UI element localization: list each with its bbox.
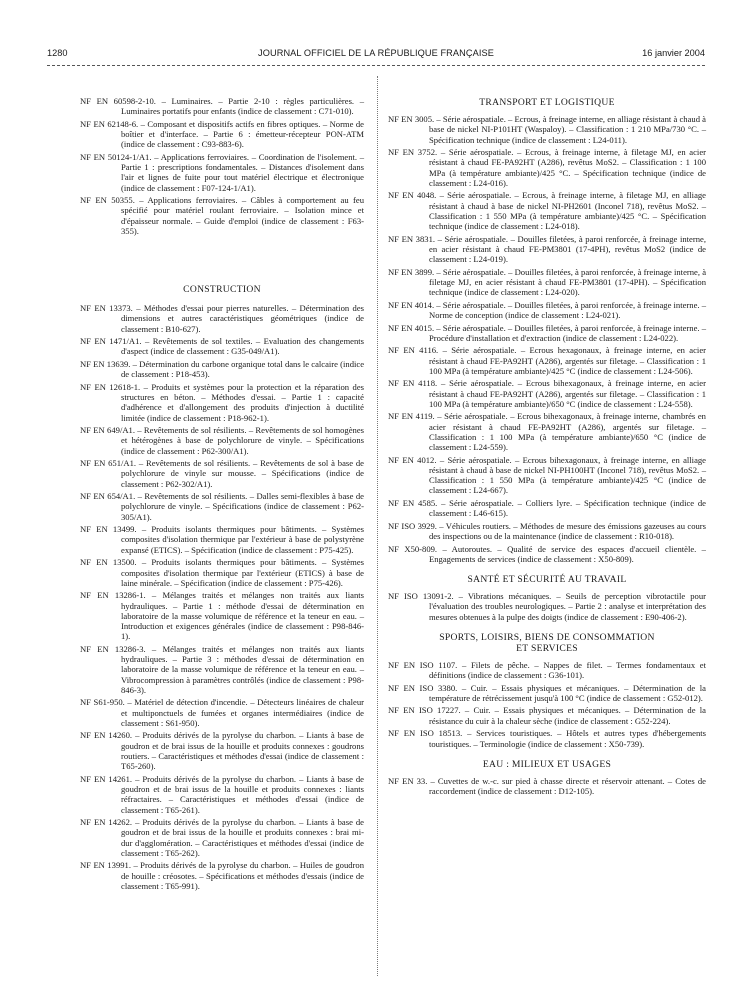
standard-entry: [388, 267, 706, 298]
section-title-sports-line2: ET SERVICES: [516, 642, 578, 654]
standard-entry: [80, 774, 364, 815]
standard-reference: NF EN 1471/A1.: [80, 336, 142, 347]
standard-entry: [80, 730, 364, 771]
standard-reference: NF EN ISO 3380.: [388, 682, 458, 693]
standard-reference: NF EN 50124-1/A1.: [80, 151, 152, 162]
standard-description: – Applications ferroviaires. – Coordination de l'isolement. – Partie 1 : prescriptions fondamentales. – Distances d'isolement dans l'air et lignes de fuite pour tout matériel électrique et électronique (indice de classement : F07-124-1/A1).: [121, 151, 365, 193]
column-divider: [377, 76, 378, 976]
standard-reference: NF EN 13286-1.: [80, 590, 146, 601]
standard-description: – Mélanges traités et mélanges non traités aux liants hydrauliques. – Partie 3 : méthodes d'essai de détermination en laboratoire de la masse volumique de référence et la teneur en eau. – Vibrocompression à paramètres contrôlés (indice de classement : P98-846-3).: [121, 643, 364, 695]
standard-reference: NF EN 50355.: [80, 195, 135, 206]
standard-description: – Revêtements de sol résilients. – Revêtements de sol homogènes et hétérogènes à base de polychlorure de vinyle. – Spécifications (indice de classement : P62-300/A1).: [121, 425, 364, 456]
standard-description: – Cuir. – Essais physiques et mécaniques. – Détermination de la température de rétrécissement jusqu'à 100 °C (indice de classement : G52-012).: [429, 682, 706, 703]
standard-description: – Filets de pêche. – Nappes de filet. – Termes fondamentaux et définitions (indice de classement : G36-101).: [429, 659, 706, 681]
standard-entry: [388, 521, 706, 542]
standard-entry: [80, 152, 364, 193]
standard-entry: [388, 591, 706, 622]
standard-entry: [388, 728, 706, 749]
standard-description: – Série aérospatiale. – Colliers lyre. – Spécification technique (indice de classement : L46-615).: [429, 498, 706, 519]
transport-entries: [388, 114, 706, 564]
standard-entry: [388, 234, 706, 265]
standard-entry: [388, 114, 706, 145]
standard-description: – Série aérospatiale. – Douilles filetées, à paroi renforcée, à freinage interne, en acier résistant à chaud FE-PM3801 (17-4PH), revêtus MoS2 (indice de classement : L24-019).: [429, 233, 706, 265]
standard-entry: [388, 705, 706, 726]
standard-entry: [388, 147, 706, 188]
standard-reference: NF EN 4012.: [388, 454, 437, 465]
standard-reference: NF EN 3899.: [388, 266, 435, 277]
standard-reference: NF EN 654/A1.: [80, 491, 136, 502]
standard-reference: NF EN 4014.: [388, 299, 435, 310]
standard-description: – Série aérospatiale. – Ecrous bihexagonaux, à freinage interne, chambrés en acier résistant à chaud FE-PA92HT (A286), argentés sur filetage. – Classification : 1 100 MPa (à température ambiante)/650 °C (indice de classement : L24-559).: [429, 411, 706, 453]
standard-reference: NF EN ISO 1107.: [388, 659, 458, 670]
standard-entry: [80, 860, 364, 891]
standard-entry: [80, 96, 364, 117]
standard-description: – Méthodes d'essai pour pierres naturelles. – Détermination des dimensions et autres caractéristiques géométriques (indice de classement : B10-627).: [121, 303, 364, 334]
standard-reference: NF EN ISO 18513.: [388, 728, 463, 739]
standard-description: – Série aérospatiale. – Ecrous, à freinage interne, en alliage résistant à chaud à base de nickel NI-P101HT (Waspaloy). – Classification : 1 210 MPa/730 °C. – Spécification technique (indice de classement : L24-011).: [429, 114, 706, 145]
section-title-construction: CONSTRUCTION: [183, 284, 261, 296]
standard-description: – Cuir. – Essais physiques et mécaniques. – Détermination de la résistance du cuir à la chaleur sèche (indice de classement : G52-224).: [429, 705, 706, 726]
standard-reference: NF S61-950.: [80, 697, 125, 708]
standard-reference: NF EN 60598-2-10.: [80, 96, 156, 106]
standard-reference: NF EN 4116.: [388, 345, 439, 356]
standard-entry: [80, 195, 364, 236]
sports-entries: [388, 660, 706, 749]
standard-description: – Revêtements de sol résilients. – Revêtements de sol à base de polychlorure de vinyle sur mousse. – Spécifications (indice de classement : P62-302/A1).: [121, 458, 364, 489]
standard-description: – Série aérospatiale. – Ecrous hexagonaux, à freinage interne, en acier résistant à chaud FE-PA92HT (A286), argentés sur filetage. – Classification : 1 100 MPa (à température ambiante)/425 °C (indice de classement : L24-506).: [429, 345, 706, 376]
standard-description: – Composant et dispositifs actifs en fibres optiques. – Norme de boîtier et d'interface. – Partie 6 : émetteur-récepteur PON-ATM (indice de classement : C93-883-6).: [121, 118, 365, 150]
standard-reference: NF EN 14260.: [80, 730, 133, 741]
standard-reference: NF EN 4015.: [388, 322, 435, 333]
standard-reference: NF EN 4118.: [388, 378, 438, 389]
standard-entry: [388, 776, 706, 797]
standard-description: – Produits isolants thermiques pour bâtiments. – Systèmes composites d'isolation thermique par l'extérieur à base de polystyrène expansé (ETICS). – Spécification (indice de classement : P75-425).: [121, 524, 364, 555]
standard-reference: NF EN 651/A1.: [80, 458, 137, 469]
standard-reference: NF EN 4048.: [388, 190, 437, 201]
standard-entry: [80, 557, 364, 588]
standard-entry: [80, 458, 364, 489]
standard-description: – Revêtements de sol textiles. – Evaluation des changements d'aspect (indice de classement : G35-049/A1).: [121, 336, 365, 357]
standard-description: – Série aérospatiale. – Ecrous, à freinage interne, à filetage MJ, en acier résistant à chaud FE-PA92HT (A286), revêtus MoS2. – Classification : 1 100 MPa (à température ambiante)/425 °C. – Spécification technique (indice de classement : L24-016).: [429, 147, 706, 188]
page-number: 1280: [47, 48, 68, 58]
standard-reference: NF EN 4585.: [388, 498, 438, 509]
standard-entry: [80, 590, 364, 641]
standard-description: – Produits dérivés de la pyrolyse du charbon. – Liants à base de goudron et de brai issus de la houille et produits connexes : liants réfractaires. – Caractéristiques et méthodes d'essai (indice de classement : T65-261).: [121, 773, 364, 815]
standard-entry: [388, 411, 706, 452]
page-header: [47, 48, 705, 64]
standard-reference: NF EN 13991.: [80, 860, 131, 871]
standard-description: – Revêtements de sol résilients. – Dalles semi-flexibles à base de polychlorure de vinyle. – Spécifications (indice de classement : P62-305/A1).: [121, 491, 364, 522]
standard-description: – Produits dérivés de la pyrolyse du charbon. – Liants à base de goudron et de brai issus de la houille et produits connexes : goudrons routiers. – Caractéristiques et méthodes d'essai (indice de classement : T65-260).: [121, 730, 364, 772]
standard-reference: NF EN 13639.: [80, 358, 131, 369]
left-column: [80, 96, 364, 893]
standard-reference: NF EN 13286-3.: [80, 643, 146, 654]
standard-description: – Cuvettes de w.-c. sur pied à chasse directe et réservoir attenant. – Cotes de raccordement (indice de classement : D12-105).: [429, 775, 706, 796]
standard-description: – Produits isolants thermiques pour bâtiments. – Systèmes composites d'isolation thermique par l'extérieur (ETICS) à base de laine minérale. – Spécification (indice de classement : P75-426).: [121, 557, 364, 588]
standard-description: – Série aérospatiale. – Ecrous bihexagonaux, à freinage interne, en alliage résistant à chaud à base de nickel NI-PH100HT (Inconel 718), revêtus MoS2. – Classification : 1 550 MPa (à température ambiante)/425 °C (indice de classement : L24-667).: [429, 454, 706, 496]
issue-date: 16 janvier 2004: [642, 48, 705, 58]
standard-entry: [388, 345, 706, 376]
standard-reference: NF EN 649/A1.: [80, 425, 135, 436]
standard-reference: NF EN 13500.: [80, 557, 137, 568]
standard-entry: [80, 359, 364, 380]
standard-entry: [80, 336, 364, 357]
standard-reference: NF EN ISO 17227.: [388, 705, 461, 716]
standard-entry: [388, 683, 706, 704]
standard-description: – Détermination du carbone organique total dans le calcaire (indice de classement : P18-453).: [121, 358, 365, 380]
standard-reference: NF EN 4119.: [388, 411, 435, 422]
standard-description: – Vibrations mécaniques. – Seuils de perception vibrotactile pour l'évaluation des troubles neurologiques. – Partie 2 : analyse et interprétation des mesures obtenues à la pulpe des doigts (indice de classement : E90-406-2).: [429, 591, 706, 622]
standard-entry: [388, 455, 706, 496]
standard-description: – Produits dérivés de la pyrolyse du charbon. – Huiles de goudron de houille : créosotes. – Spécifications et méthodes d'essais (indice de classement : T65-991).: [121, 860, 364, 891]
section-title-eau: EAU : MILIEUX ET USAGES: [482, 758, 612, 770]
standard-description: – Autoroutes. – Qualité de service des espaces d'accueil clientèle. – Engagements de services (indice de classement : X50-809).: [429, 543, 706, 564]
standard-reference: NF EN 13373.: [80, 303, 133, 314]
standard-reference: NF EN 33.: [388, 775, 428, 786]
standard-description: – Applications ferroviaires. – Câbles à comportement au feu spécifié pour matériel roulant ferroviaire. – Isolation mince et d'épaisseur normale. – Guide d'emploi (indice de classement : F63-355).: [121, 195, 364, 236]
standard-reference: NF EN 62148-6.: [80, 118, 139, 129]
standard-description: – Matériel de détection d'incendie. – Détecteurs linéaires de chaleur et multiponctuels de fumées et organes intermédiaires (indice de classement : S61-950).: [121, 697, 364, 728]
standard-reference: NF EN 3831.: [388, 233, 436, 244]
standard-entry: [80, 817, 364, 858]
standard-reference: NF EN 3752.: [388, 147, 438, 158]
standard-entry: [80, 644, 364, 695]
standard-description: – Série aérospatiale. – Douilles filetées, à paroi renforcée, à freinage interne. – Procédure d'installation et d'extraction (indice de classement : L24-022).: [429, 322, 706, 343]
intro-entries: [80, 96, 364, 236]
standard-description: – Mélanges traités et mélanges non traités aux liants hydrauliques. – Partie 1 : méthode d'essai de détermination en laboratoire de la masse volumique de référence et la teneur en eau. – Introduction et exigences générales (indice de classement : P98-846-1).: [121, 590, 364, 642]
standard-description: – Série aérospatiale. – Douilles filetées, à paroi renforcée, à freinage interne, à filetage MJ, en acier résistant à chaud FE-PM3801 (17-4PH). – Spécification technique (indice de classement : L24-020).: [429, 266, 707, 298]
standard-description: – Véhicules routiers. – Méthodes de mesure des émissions gazeuses au cours des inspections ou de la maintenance (indice de classement : R10-018).: [429, 520, 707, 542]
sante-entries: [388, 591, 706, 622]
standard-entry: [80, 524, 364, 555]
standard-reference: NF EN 13499.: [80, 524, 137, 535]
standard-reference: NF X50-809.: [388, 543, 438, 554]
section-title-sports-line1: SPORTS, LOISIRS, BIENS DE CONSOMMATION: [439, 631, 655, 643]
standard-entry: [388, 323, 706, 344]
standard-reference: NF EN 14261.: [80, 773, 133, 784]
standard-description: – Produits dérivés de la pyrolyse du charbon. – Liants à base de goudron et de brai issus de la houille et produits connexes : brai mi-dur d'agglomération. – Caractéristiques et méthodes d'essai (indice de classement : T65-262).: [121, 817, 364, 858]
eau-entries: [388, 776, 706, 797]
standard-reference: NF EN 14262.: [80, 817, 133, 828]
standard-reference: NF EN 12618-1.: [80, 381, 141, 392]
standard-reference: NF EN 3005.: [388, 114, 435, 124]
standard-entry: [80, 491, 364, 522]
standard-entry: [80, 303, 364, 334]
standard-description: – Services touristiques. – Hôtels et autres types d'hébergements touristiques. – Terminologie (indice de classement : X50-739).: [429, 728, 707, 749]
standard-description: – Série aérospatiale. – Ecrous, à freinage interne, à filetage MJ, en alliage résistant à chaud à base de nickel NI-PH2601 (Inconel 718), revêtus MoS2. – Classification : 1 550 MPa (à température ambiante)/425 °C. – Spécification technique (indice de classement : L24-018).: [429, 190, 706, 232]
section-title-transport: TRANSPORT ET LOGISTIQUE: [479, 97, 615, 108]
standard-entry: [80, 697, 364, 728]
journal-title: JOURNAL OFFICIEL DE LA RÉPUBLIQUE FRANÇAISE: [258, 48, 494, 58]
standard-entry: [388, 378, 706, 409]
right-column: [388, 97, 706, 799]
section-title-sports: [388, 632, 706, 654]
standard-description: – Produits et systèmes pour la protection et la réparation des structures en béton. – Méthodes d'essai. – Partie 1 : capacité d'adhérence et d'allongement des produits d'injection à ductilité limitée (indice de classement : P18-962-1).: [121, 381, 364, 423]
standard-reference: NF ISO 3929.: [388, 520, 437, 531]
standard-entry: [388, 300, 706, 321]
standard-description: – Série aérospatiale. – Ecrous bihexagonaux, à freinage interne, en acier résistant à chaud FE-PA92HT (A286), argentés sur filetage. – Classification : 1 100 MPa (à température ambiante)/650 °C (indice de classement : L24-558).: [429, 378, 706, 409]
header-rule: [47, 65, 705, 66]
standard-entry: [80, 425, 364, 456]
standard-description: – Série aérospatiale. – Douilles filetées, à paroi renforcée, à freinage interne. – Norme de conception (indice de classement : L24-021).: [429, 299, 706, 320]
standard-entry: [388, 190, 706, 231]
section-title-sante: SANTÉ ET SÉCURITÉ AU TRAVAIL: [467, 574, 627, 586]
standard-entry: [80, 382, 364, 423]
standard-entry: [388, 498, 706, 519]
construction-entries: [80, 303, 364, 891]
standard-entry: [80, 119, 364, 150]
standard-reference: NF ISO 13091-2.: [388, 591, 454, 602]
standard-description: – Luminaires. – Partie 2-10 : règles particulières. – Luminaires portatifs pour enfants (indice de classement : C71-010).: [121, 96, 364, 117]
standard-entry: [388, 660, 706, 681]
standard-entry: [388, 544, 706, 565]
